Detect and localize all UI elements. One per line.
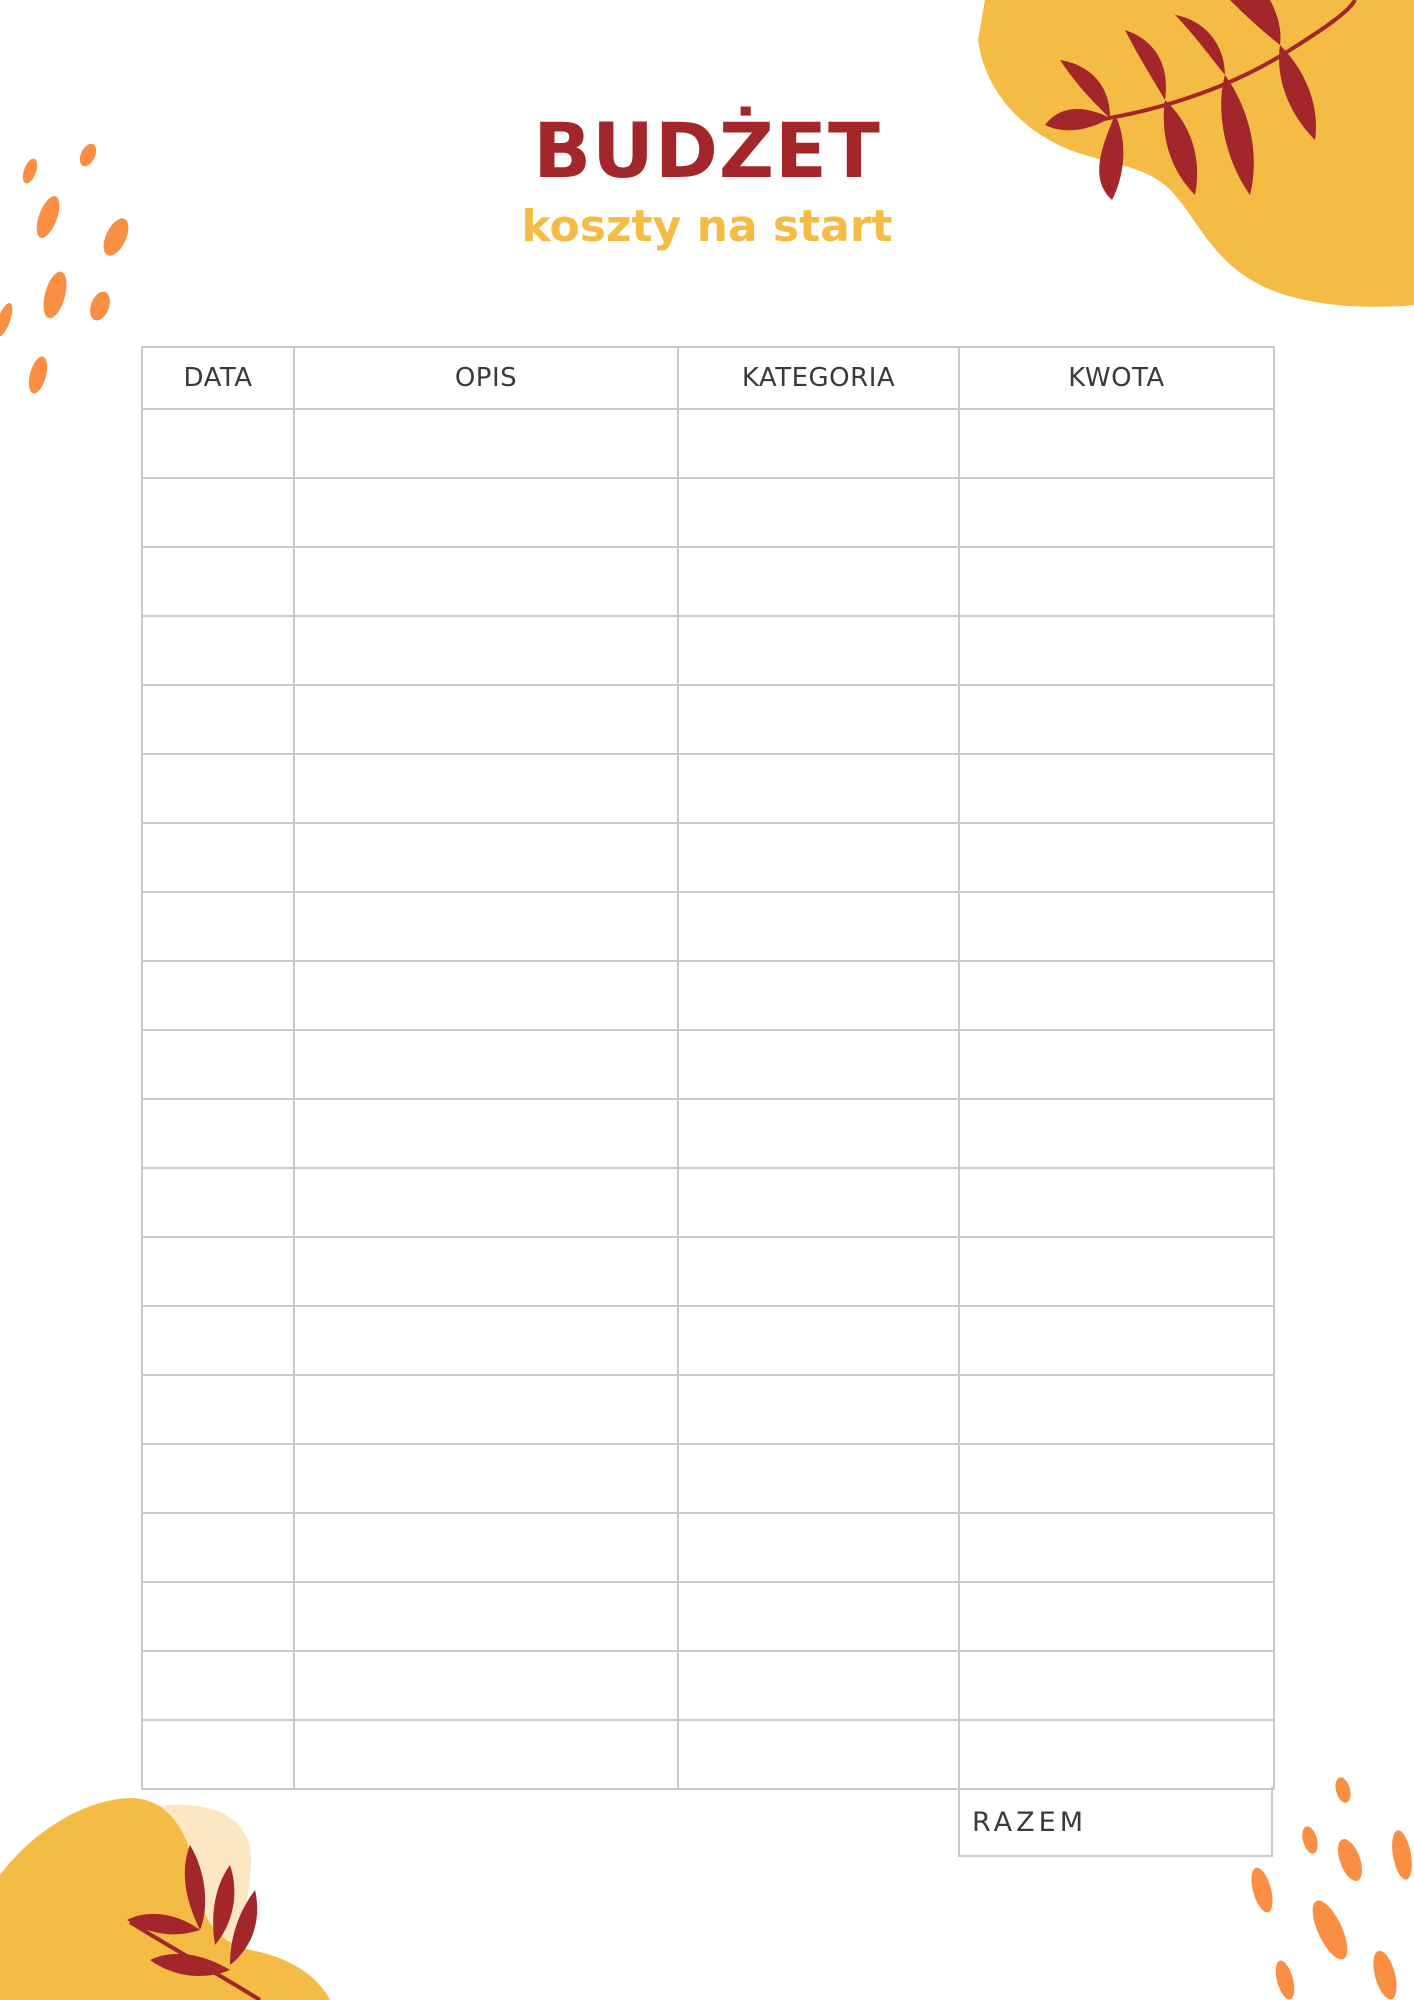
cell-kwota[interactable] — [959, 1720, 1274, 1789]
table-row — [142, 547, 1274, 616]
cell-opis[interactable] — [294, 685, 678, 754]
column-header-kwota: KWOTA — [959, 347, 1274, 409]
cell-kwota[interactable] — [959, 1582, 1274, 1651]
cell-opis[interactable] — [294, 616, 678, 685]
cell-kwota[interactable] — [959, 409, 1274, 478]
cell-kategoria[interactable] — [678, 1099, 959, 1168]
cell-kategoria[interactable] — [678, 892, 959, 961]
cell-data[interactable] — [142, 754, 294, 823]
column-header-kategoria: KATEGORIA — [678, 347, 959, 409]
cell-data[interactable] — [142, 409, 294, 478]
cell-data[interactable] — [142, 1306, 294, 1375]
cell-kategoria[interactable] — [678, 1375, 959, 1444]
cell-kategoria[interactable] — [678, 1030, 959, 1099]
page-title: BUDŻET — [533, 106, 881, 195]
budget-table — [141, 346, 1275, 1790]
bottom-right-dots-decoration — [1230, 1770, 1414, 2000]
table-row — [142, 1306, 1274, 1375]
table-row — [142, 478, 1274, 547]
cell-opis[interactable] — [294, 823, 678, 892]
cell-kwota[interactable] — [959, 1237, 1274, 1306]
cell-kategoria[interactable] — [678, 1651, 959, 1720]
cell-data[interactable] — [142, 1582, 294, 1651]
cell-data[interactable] — [142, 1513, 294, 1582]
cell-kwota[interactable] — [959, 1030, 1274, 1099]
cell-opis[interactable] — [294, 1375, 678, 1444]
cell-kategoria[interactable] — [678, 1237, 959, 1306]
table-header-row — [142, 347, 1274, 409]
table-row — [142, 1030, 1274, 1099]
cell-kwota[interactable] — [959, 823, 1274, 892]
cell-kategoria[interactable] — [678, 754, 959, 823]
table-row — [142, 1237, 1274, 1306]
cell-data[interactable] — [142, 1720, 294, 1789]
yellow-blob-icon — [0, 1798, 330, 2000]
cell-opis[interactable] — [294, 1444, 678, 1513]
cell-data[interactable] — [142, 616, 294, 685]
table-row — [142, 823, 1274, 892]
cell-kategoria[interactable] — [678, 409, 959, 478]
cell-opis[interactable] — [294, 1582, 678, 1651]
table-row — [142, 1375, 1274, 1444]
table-row — [142, 1720, 1274, 1789]
table-row — [142, 616, 1274, 685]
cell-opis[interactable] — [294, 409, 678, 478]
cell-data[interactable] — [142, 1444, 294, 1513]
cell-data[interactable] — [142, 892, 294, 961]
cell-kategoria[interactable] — [678, 1720, 959, 1789]
cell-kwota[interactable] — [959, 1306, 1274, 1375]
table-row — [142, 892, 1274, 961]
cell-opis[interactable] — [294, 1651, 678, 1720]
cell-kwota[interactable] — [959, 961, 1274, 1030]
table-row — [142, 961, 1274, 1030]
table-row — [142, 685, 1274, 754]
cell-data[interactable] — [142, 1651, 294, 1720]
table-row — [142, 1651, 1274, 1720]
cell-kategoria[interactable] — [678, 1306, 959, 1375]
cell-data[interactable] — [142, 1030, 294, 1099]
cell-data[interactable] — [142, 478, 294, 547]
column-header-opis: OPIS — [294, 347, 678, 409]
cell-opis[interactable] — [294, 754, 678, 823]
cell-kategoria[interactable] — [678, 1582, 959, 1651]
cell-data[interactable] — [142, 1099, 294, 1168]
table-row — [142, 1444, 1274, 1513]
table-row — [142, 1513, 1274, 1582]
cell-kwota[interactable] — [959, 1513, 1274, 1582]
cell-opis[interactable] — [294, 1099, 678, 1168]
cell-opis[interactable] — [294, 1237, 678, 1306]
page-subtitle: koszty na start — [521, 201, 893, 252]
cell-kategoria[interactable] — [678, 1168, 959, 1237]
cell-kwota[interactable] — [959, 754, 1274, 823]
cell-data[interactable] — [142, 961, 294, 1030]
cell-data[interactable] — [142, 547, 294, 616]
cell-data[interactable] — [142, 685, 294, 754]
table-row — [142, 1168, 1274, 1237]
cell-data[interactable] — [142, 1237, 294, 1306]
cell-kategoria[interactable] — [678, 1444, 959, 1513]
cell-opis[interactable] — [294, 1030, 678, 1099]
cell-kategoria[interactable] — [678, 823, 959, 892]
bottom-left-leaf-decoration — [0, 1790, 340, 2000]
cell-kategoria[interactable] — [678, 1513, 959, 1582]
total-cell[interactable] — [958, 1787, 1273, 1857]
column-header-data: DATA — [142, 347, 294, 409]
cell-opis[interactable] — [294, 547, 678, 616]
cell-opis[interactable] — [294, 478, 678, 547]
cell-kwota[interactable] — [959, 1651, 1274, 1720]
cell-kwota[interactable] — [959, 1375, 1274, 1444]
cell-opis[interactable] — [294, 892, 678, 961]
table-row — [142, 1099, 1274, 1168]
cell-opis[interactable] — [294, 961, 678, 1030]
cell-kwota[interactable] — [959, 478, 1274, 547]
orange-dots-icon — [1247, 1776, 1414, 2000]
cell-data[interactable] — [142, 1375, 294, 1444]
cell-opis[interactable] — [294, 1513, 678, 1582]
cell-data[interactable] — [142, 823, 294, 892]
cell-kwota[interactable] — [959, 616, 1274, 685]
cell-kwota[interactable] — [959, 547, 1274, 616]
table-row — [142, 1582, 1274, 1651]
cell-kwota[interactable] — [959, 1168, 1274, 1237]
cell-kategoria[interactable] — [678, 961, 959, 1030]
cell-kategoria[interactable] — [678, 616, 959, 685]
cell-opis[interactable] — [294, 1720, 678, 1789]
cell-kategoria[interactable] — [678, 547, 959, 616]
cell-kwota[interactable] — [959, 1444, 1274, 1513]
table-body — [142, 409, 1274, 1789]
cell-kwota[interactable] — [959, 1099, 1274, 1168]
cell-opis[interactable] — [294, 1168, 678, 1237]
cell-kategoria[interactable] — [678, 478, 959, 547]
total-label: RAZEM — [972, 1807, 1087, 1838]
cell-opis[interactable] — [294, 1306, 678, 1375]
cell-data[interactable] — [142, 1168, 294, 1237]
table-row — [142, 409, 1274, 478]
table-row — [142, 754, 1274, 823]
cell-kwota[interactable] — [959, 892, 1274, 961]
cell-kategoria[interactable] — [678, 685, 959, 754]
cell-kwota[interactable] — [959, 685, 1274, 754]
